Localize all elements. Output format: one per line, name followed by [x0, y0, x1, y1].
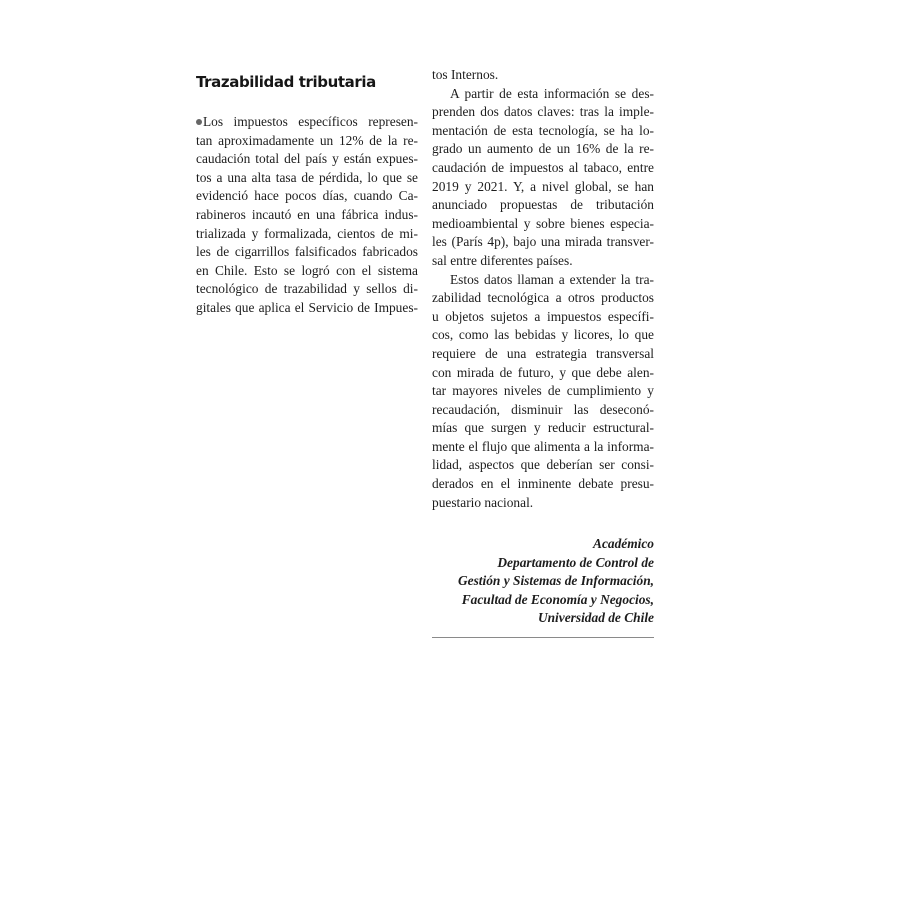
text-line: zabilidad tecnológica a otros productos: [432, 290, 654, 306]
signature-line: Gestión y Sistemas de Información,: [457, 573, 654, 589]
left-column: [196, 113, 418, 318]
signature-line: Universidad de Chile: [537, 610, 654, 626]
text-line: caudación de impuestos al tabaco, entre: [432, 159, 654, 175]
text-line: recaudación, disminuir las deseconó-: [432, 401, 654, 417]
text-line: prenden dos datos claves: tras la imple-: [432, 104, 654, 120]
text-line: mentación de esta tecnología, se ha lo-: [432, 122, 654, 138]
text-line: en Chile. Esto se logró con el sistema: [196, 262, 418, 278]
author-signature: [432, 535, 654, 628]
right-column: [432, 66, 654, 512]
text-line: rabineros incautó en una fábrica indus-: [196, 206, 418, 222]
text-line: Los impuestos específicos represen-: [196, 113, 418, 132]
text-line: puestario nacional.: [432, 494, 534, 510]
text-line: tar mayores niveles de cumplimiento y: [432, 383, 654, 399]
column-divider-rule: [432, 637, 654, 638]
text-line: derados en el inminente debate presu-: [432, 476, 654, 492]
text-line: evidenció hace pocos días, cuando Ca-: [196, 188, 418, 204]
text-line: 2019 y 2021. Y, a nivel global, se han: [432, 178, 654, 194]
text-line: gitales que aplica el Servicio de Impues-: [196, 299, 418, 315]
text-line: les (París 4p), bajo una mirada transver-: [432, 234, 654, 250]
bullet-icon: [196, 119, 202, 125]
text-line: trializada y formalizada, cientos de mi-: [196, 225, 418, 241]
text-line: sal entre diferentes países.: [432, 252, 573, 268]
signature-line: Departamento de Control de: [497, 554, 654, 570]
text-line: mente el flujo que alimenta a la informa-: [432, 438, 654, 454]
signature-line: Académico: [593, 536, 654, 551]
text-line: grado un aumento de un 16% de la re-: [432, 141, 654, 157]
text-line: tan aproximadamente un 12% de la re-: [196, 132, 418, 148]
text-line: tecnológico de trazabilidad y sellos di-: [196, 281, 418, 297]
text-line: requiere de una estrategia transversal: [432, 345, 654, 361]
text-line: tos a una alta tasa de pérdida, lo que se: [196, 169, 418, 185]
text-line: les de cigarrillos falsificados fabricados: [196, 244, 418, 260]
text-line: lidad, aspectos que deberían ser consi-: [432, 457, 654, 473]
text-line: Estos datos llaman a extender la tra-: [450, 271, 654, 287]
article-headline: Trazabilidad tributaria: [196, 73, 376, 91]
text-line: mías que surgen y reducir estructural-: [432, 420, 654, 436]
text-line: A partir de esta información se des-: [450, 85, 654, 101]
text-line: medioambiental y sobre bienes especia-: [432, 215, 654, 231]
text-line: anunciado propuestas de tributación: [432, 197, 654, 213]
text-line: caudación total del país y están expues-: [196, 151, 418, 167]
text-line: con mirada de futuro, y que debe alen-: [432, 364, 654, 380]
signature-line: Facultad de Economía y Negocios,: [461, 591, 654, 607]
text-line: tos Internos.: [432, 67, 499, 82]
text-line: u objetos sujetos a impuestos específi-: [432, 308, 654, 324]
text-line: cos, como las bebidas y licores, lo que: [432, 327, 654, 343]
